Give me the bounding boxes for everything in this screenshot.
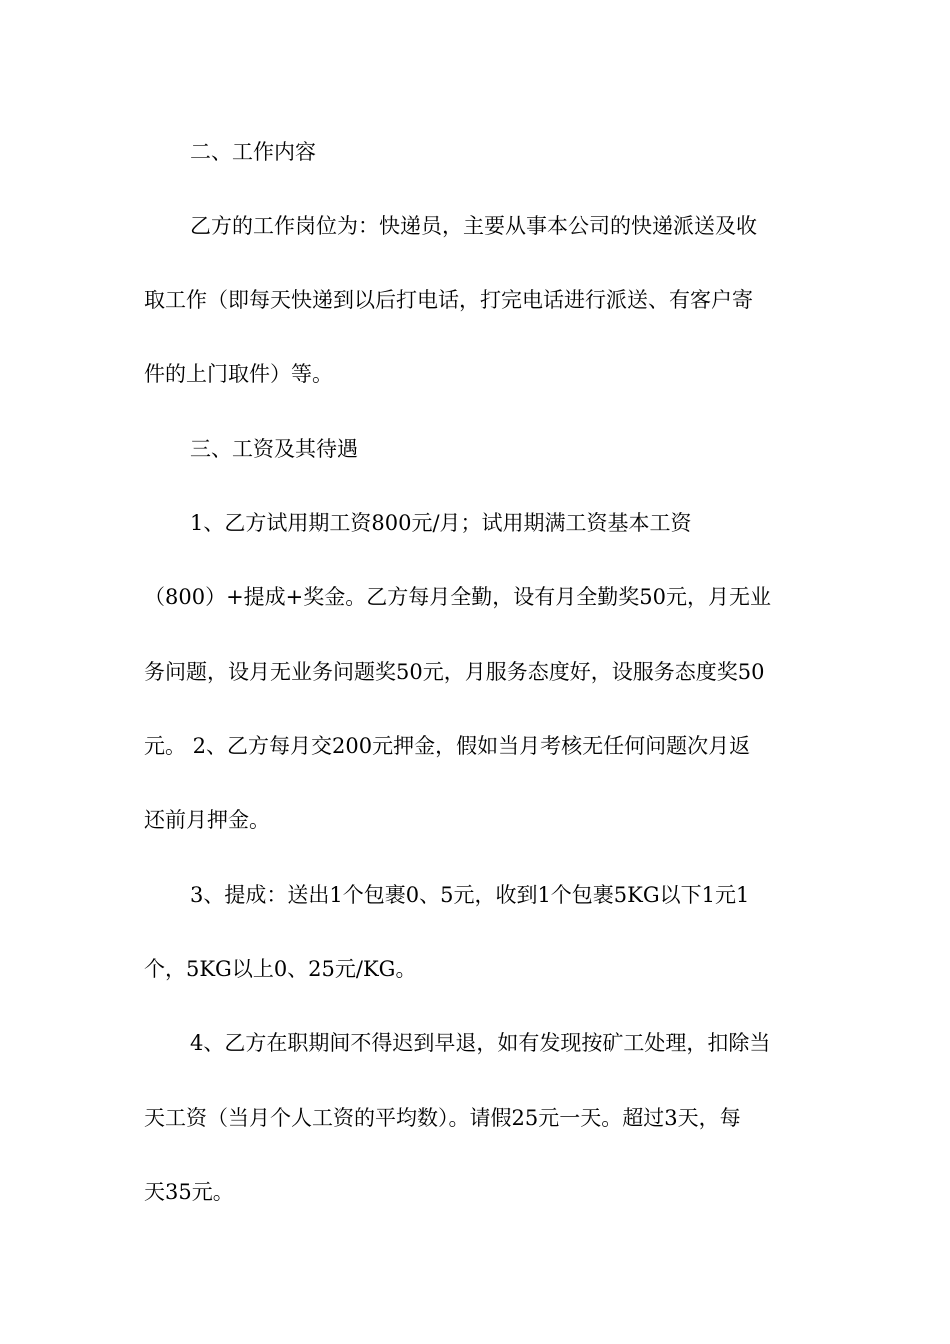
paragraph-line: 天35元。: [144, 1180, 234, 1204]
paragraph-line: 个，5KG以上0、25元/KG。: [144, 957, 417, 981]
paragraph-line: 元。 2、乙方每月交200元押金，假如当月考核无任何问题次月返: [144, 734, 751, 758]
paragraph-line: 还前月押金。: [144, 808, 270, 832]
paragraph-line: （800）+提成+奖金。乙方每月全勤，设有月全勤奖50元，月无业: [144, 585, 771, 609]
section-heading-work-content: 二、工作内容: [190, 140, 316, 164]
paragraph-line: 天工资（当月个人工资的平均数）。请假25元一天。超过3天，每: [144, 1106, 741, 1130]
paragraph-line: 件的上门取件）等。: [144, 362, 333, 386]
paragraph-line: 取工作（即每天快递到以后打电话，打完电话进行派送、有客户寄: [144, 288, 753, 312]
section-heading-salary: 三、工资及其待遇: [190, 437, 358, 461]
paragraph-line: 乙方的工作岗位为：快递员，主要从事本公司的快递派送及收: [190, 214, 757, 238]
paragraph-line: 3、提成：送出1个包裹0、5元，收到1个包裹5KG以下1元1: [190, 883, 750, 907]
paragraph-line: 务问题，设月无业务问题奖50元，月服务态度好，设服务态度奖50: [144, 660, 765, 684]
paragraph-line: 4、乙方在职期间不得迟到早退，如有发现按矿工处理，扣除当: [190, 1031, 771, 1055]
paragraph-line: 1、乙方试用期工资800元/月；试用期满工资基本工资: [190, 511, 692, 535]
